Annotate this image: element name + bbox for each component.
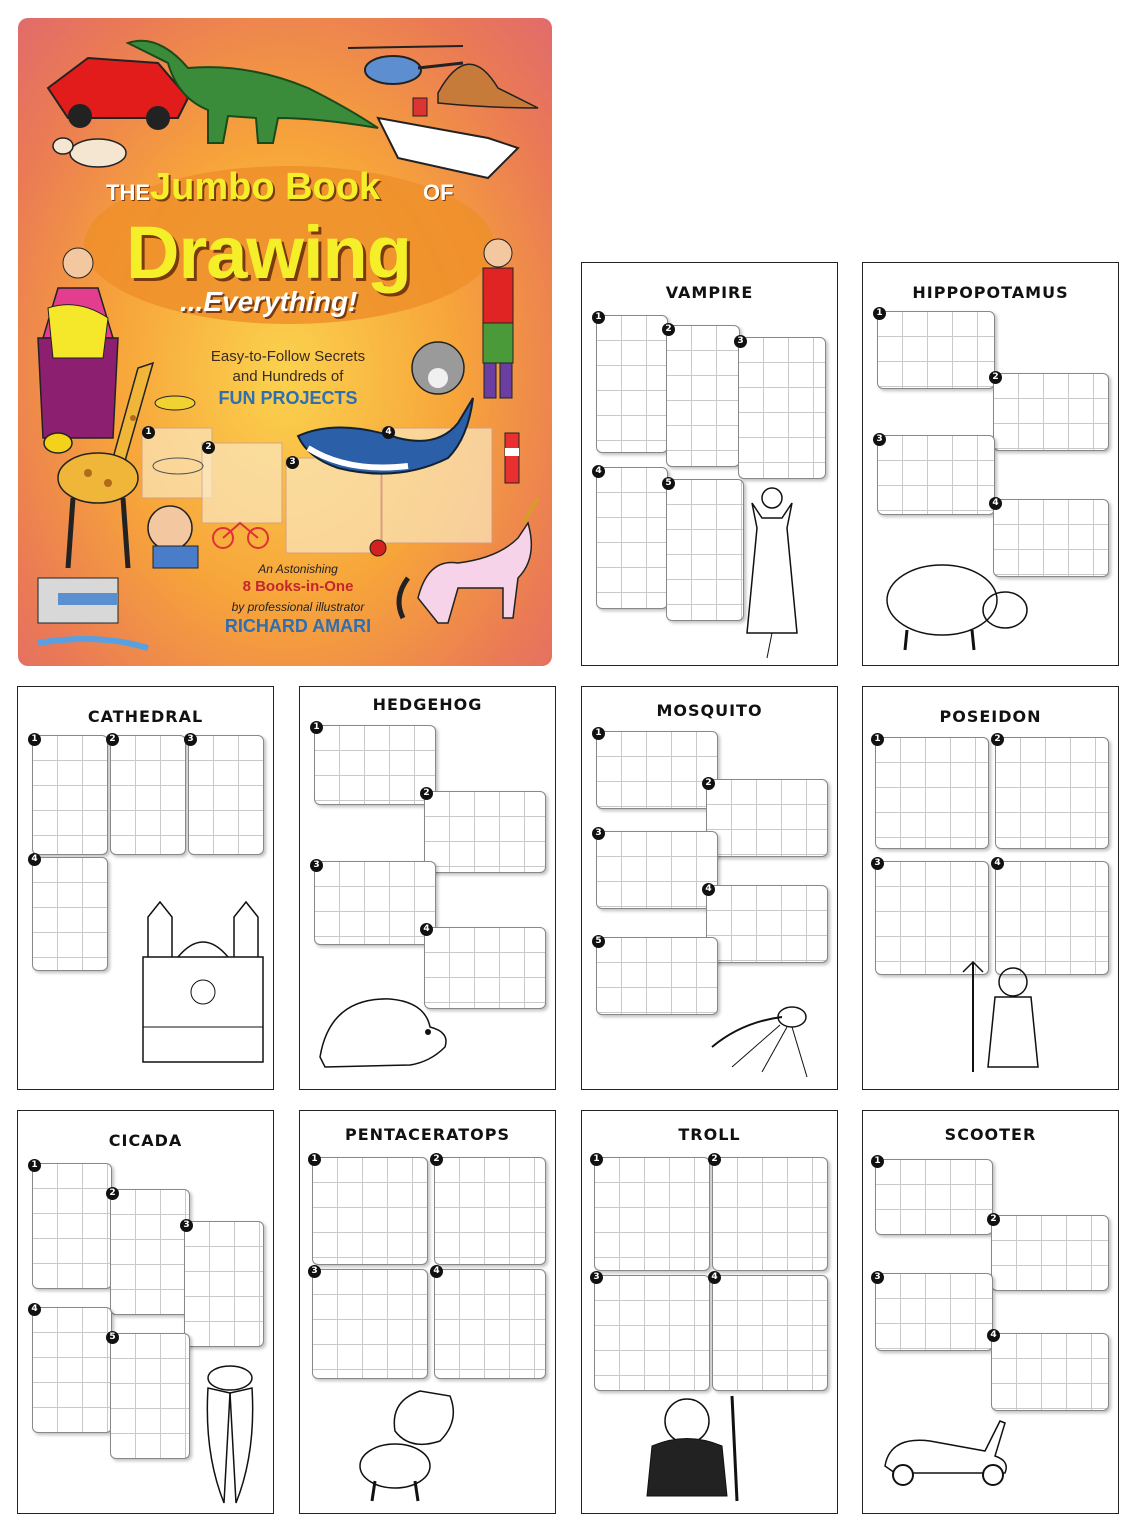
page-hedgehog xyxy=(299,686,556,1090)
princess-icon xyxy=(38,248,118,438)
step-panel xyxy=(594,1157,710,1271)
prince-icon xyxy=(483,239,513,398)
page-mosquito xyxy=(581,686,838,1090)
hedgehog-icon xyxy=(310,987,460,1082)
helicopter-icon xyxy=(348,46,463,84)
step-panel xyxy=(875,1159,993,1235)
girl-reading-icon xyxy=(148,506,198,568)
dimetrodon-icon xyxy=(438,64,538,108)
subtitle-line2: and Hundreds of xyxy=(232,368,344,385)
page-title: POSEIDON xyxy=(939,707,1042,726)
step-panel xyxy=(32,735,108,855)
page-title: VAMPIRE xyxy=(665,283,754,302)
cathedral-icon xyxy=(138,897,268,1067)
step-panel xyxy=(314,861,436,945)
step-number: 5 xyxy=(592,935,605,948)
step-number: 1 xyxy=(592,727,605,740)
step-panel xyxy=(596,315,668,453)
bee-icon xyxy=(44,433,72,453)
step-number: 4 xyxy=(592,465,605,478)
step-number: 4 xyxy=(420,923,433,936)
page-title: TROLL xyxy=(678,1125,741,1144)
title-drawing: Drawing xyxy=(126,211,411,294)
modern-house-icon xyxy=(38,578,148,648)
page-cicada xyxy=(17,1110,274,1514)
step-number: 3 xyxy=(308,1265,321,1278)
step-panel xyxy=(434,1157,546,1265)
step-number: 3 xyxy=(871,857,884,870)
step-number: 2 xyxy=(420,787,433,800)
step-panel xyxy=(110,1189,190,1315)
cruise-ship-icon xyxy=(378,98,518,178)
step-panel xyxy=(32,857,108,971)
lighthouse-icon xyxy=(505,433,519,483)
page-poseidon xyxy=(862,686,1119,1090)
step-number: 1 xyxy=(592,311,605,324)
step-number: 1 xyxy=(28,733,41,746)
step-number: 3 xyxy=(180,1219,193,1232)
step-number: 2 xyxy=(662,323,675,336)
page-title: HIPPOPOTAMUS xyxy=(912,283,1069,302)
cover-step-number: 3 xyxy=(286,456,299,469)
step-number: 3 xyxy=(871,1271,884,1284)
title-of: OF xyxy=(423,180,454,205)
step-number: 2 xyxy=(989,371,1002,384)
step-number: 5 xyxy=(662,477,675,490)
step-number: 2 xyxy=(987,1213,1000,1226)
step-panel xyxy=(184,1221,264,1347)
step-panel xyxy=(666,325,740,467)
step-panel xyxy=(993,373,1109,451)
step-number: 3 xyxy=(590,1271,603,1284)
title-jumbo: Jumbo Book xyxy=(150,166,381,208)
step-number: 4 xyxy=(28,1303,41,1316)
step-panel xyxy=(110,735,186,855)
step-panel xyxy=(712,1275,828,1391)
step-number: 1 xyxy=(873,307,886,320)
mosquito-icon xyxy=(692,987,832,1082)
step-number: 2 xyxy=(430,1153,443,1166)
step-number: 4 xyxy=(991,857,1004,870)
step-number: 3 xyxy=(184,733,197,746)
vampire-figure-icon xyxy=(742,483,832,663)
step-number: 2 xyxy=(991,733,1004,746)
subtitle-line1: Easy-to-Follow Secrets xyxy=(210,348,366,365)
page-cathedral xyxy=(17,686,274,1090)
step-panel xyxy=(32,1163,112,1289)
step-number: 1 xyxy=(871,733,884,746)
step-panel xyxy=(875,1273,993,1351)
author-name: RICHARD AMARI xyxy=(224,616,372,636)
page-title: CICADA xyxy=(108,1131,183,1150)
page-troll xyxy=(581,1110,838,1514)
step-panel xyxy=(706,779,828,857)
step-number: 4 xyxy=(708,1271,721,1284)
step-number: 2 xyxy=(106,1187,119,1200)
step-panel xyxy=(314,725,436,805)
ladybug-icon xyxy=(370,540,386,556)
step-number: 4 xyxy=(430,1265,443,1278)
step-panel xyxy=(877,311,995,389)
rabbit-icon xyxy=(53,138,126,167)
step-panel xyxy=(991,1333,1109,1411)
step-number: 2 xyxy=(702,777,715,790)
step-number: 2 xyxy=(106,733,119,746)
scooter-icon xyxy=(875,1411,1025,1491)
page-pentaceratops xyxy=(299,1110,556,1514)
bicycle-icon xyxy=(213,523,268,548)
step-panel xyxy=(596,831,718,909)
cover-step-number: 4 xyxy=(382,426,395,439)
page-title: HEDGEHOG xyxy=(372,695,483,714)
step-panel xyxy=(424,791,546,873)
cover-step-number: 2 xyxy=(202,441,215,454)
step-panel xyxy=(110,1333,190,1459)
step-number: 4 xyxy=(702,883,715,896)
page-hippopotamus xyxy=(862,262,1119,666)
step-panel xyxy=(706,885,828,963)
pentaceratops-icon xyxy=(350,1381,480,1506)
step-number: 3 xyxy=(873,433,886,446)
step-panel xyxy=(312,1269,428,1379)
step-panel xyxy=(596,731,718,809)
step-number: 1 xyxy=(590,1153,603,1166)
cicada-icon xyxy=(194,1363,266,1508)
step-number: 1 xyxy=(28,1159,41,1172)
tagline-illustrator: by professional illustrator xyxy=(231,600,365,614)
step-number: 4 xyxy=(987,1329,1000,1342)
step-number: 1 xyxy=(308,1153,321,1166)
step-panel xyxy=(666,479,744,621)
wolf-head-icon xyxy=(412,342,464,394)
step-number: 4 xyxy=(989,497,1002,510)
page-scooter xyxy=(862,1110,1119,1514)
troll-icon xyxy=(632,1391,752,1506)
step-panel xyxy=(594,1275,710,1391)
step-number: 1 xyxy=(310,721,323,734)
poseidon-icon xyxy=(953,957,1063,1082)
step-panel xyxy=(738,337,826,479)
step-number: 3 xyxy=(592,827,605,840)
step-number: 1 xyxy=(871,1155,884,1168)
subtitle-fun-projects: FUN PROJECTS xyxy=(218,388,358,408)
step-number: 4 xyxy=(28,853,41,866)
step-panel xyxy=(312,1157,428,1265)
step-panel xyxy=(434,1269,546,1379)
page-title: PENTACERATOPS xyxy=(345,1125,510,1144)
step-panel xyxy=(188,735,264,855)
title-everything: ...Everything! xyxy=(180,286,358,317)
title-the: THE xyxy=(106,180,150,205)
step-panel xyxy=(712,1157,828,1271)
step-panel xyxy=(596,467,668,609)
cover-step-number: 1 xyxy=(142,426,155,439)
step-panel xyxy=(877,435,995,515)
tagline-astonishing: An Astonishing xyxy=(258,562,338,576)
hippopotamus-icon xyxy=(877,555,1037,655)
tagline-books-in-one: 8 Books-in-One xyxy=(242,578,354,595)
step-panel xyxy=(875,737,989,849)
race-car-icon xyxy=(48,58,188,130)
page-title: CATHEDRAL xyxy=(87,707,204,726)
step-number: 2 xyxy=(708,1153,721,1166)
page-title: MOSQUITO xyxy=(656,701,763,720)
step-panel xyxy=(991,1215,1109,1291)
page-vampire xyxy=(581,262,838,666)
step-number: 3 xyxy=(734,335,747,348)
book-cover xyxy=(18,18,552,666)
step-number: 5 xyxy=(106,1331,119,1344)
step-panel xyxy=(995,737,1109,849)
page-title: SCOOTER xyxy=(944,1125,1037,1144)
step-number: 3 xyxy=(310,859,323,872)
step-panel xyxy=(32,1307,112,1433)
